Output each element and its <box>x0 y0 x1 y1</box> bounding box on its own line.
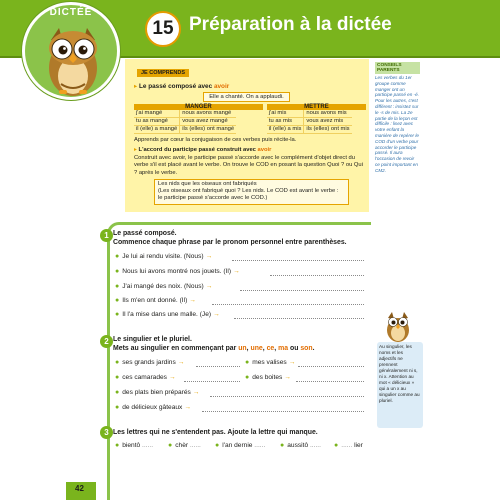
answer-line[interactable] <box>240 290 364 291</box>
bullet-icon: ● <box>334 442 339 449</box>
bullet-icon: ● <box>280 442 285 449</box>
example-cod-line: le participe passé s'accorde avec le COD.) <box>158 195 268 202</box>
bullet-icon: ● <box>115 374 120 381</box>
arrow-right-icon: → <box>213 311 220 318</box>
bullet-icon: ● <box>215 442 220 449</box>
list-item <box>115 404 191 411</box>
list-item <box>245 374 291 381</box>
conjugation-tables <box>134 104 366 134</box>
lesson-lead-text: Le passé composé avec <box>138 83 214 90</box>
accord-title <box>134 147 366 154</box>
owl-icon <box>383 310 413 342</box>
arrow-right-icon: ▸ <box>134 83 139 90</box>
conj-cell: vous avez mis <box>304 118 352 126</box>
conj-cell: nous avons mis <box>304 110 352 118</box>
example-box: Elle a chanté. On a applaudi. <box>203 92 290 102</box>
conj-cell: il (elle) a mangé <box>134 126 180 134</box>
blank-dots[interactable]: ...... <box>252 442 266 449</box>
arrow-right-icon: → <box>189 297 196 304</box>
bullet-icon: ● <box>115 389 120 396</box>
arrow-right-icon: ▸ <box>134 147 139 154</box>
exercise-1-instruction: Commence chaque phrase par le pronom personnel entre parenthèses. <box>113 239 347 246</box>
answer-line[interactable] <box>212 304 364 305</box>
bullet-icon: ● <box>168 442 173 449</box>
list-item <box>215 442 265 449</box>
exercise-3-item: l'an dernie <box>222 442 253 449</box>
conj-cell: tu as mis <box>267 118 304 126</box>
list-item <box>168 442 201 449</box>
learn-instruction: Apprends par cœur la conjugaison de ces verbes puis récite-la. <box>134 137 297 143</box>
side-note-text: Au singulier, les noms et les adjectifs ne prennent généralement ni s, ni x. Attention au mot « délicieux » qui a un x au singulier comme au pluriel. <box>379 344 420 403</box>
exercise-1-title <box>113 229 347 247</box>
answer-line[interactable] <box>298 366 364 367</box>
list-item <box>115 297 196 304</box>
blank-dots[interactable]: ...... <box>140 442 154 449</box>
lesson-lead <box>134 82 366 90</box>
bullet-icon: ● <box>115 442 120 449</box>
table-row <box>267 126 352 134</box>
je-comprends-label: JE COMPRENDS <box>137 69 189 77</box>
answer-line[interactable] <box>296 381 364 382</box>
exercise-1-item: Nous lui avons montré nos jouets. (Il) <box>122 268 232 275</box>
example-cod-line: Les nids que les oiseaux ont fabriqués <box>158 181 257 188</box>
page-number: 42 <box>75 484 84 493</box>
accord-text: Construit avec avoir, le participe passé s'accorde avec le complément d'objet direct du verbe s'il est placé avant le verbe. On trouve le COD en posant la question Quoi ? ou Qui ? après le verbe. <box>134 154 363 176</box>
keyword-ce: ce <box>266 345 275 352</box>
lesson-lead-key: avoir <box>213 83 230 90</box>
arrow-right-icon: → <box>205 283 213 290</box>
conj-cell: j'ai mis <box>267 110 304 118</box>
exercise-1-item: J'ai mangé des noix. (Nous) <box>122 283 204 290</box>
list-item <box>334 442 363 449</box>
conjugation-mettre <box>267 104 366 134</box>
arrow-right-icon: → <box>205 253 213 260</box>
arrow-right-icon: → <box>184 404 191 411</box>
conseils-parents-title: CONSEILS PARENTS <box>375 62 420 74</box>
conj-cell: vous avez mangé <box>180 118 236 126</box>
exercise-2-item: ses grands jardins <box>122 359 176 366</box>
exercise-3-item: bientô <box>122 442 141 449</box>
conj-cell: ils (elles) ont mangé <box>180 126 236 134</box>
answer-line[interactable] <box>270 275 364 276</box>
answer-line[interactable] <box>234 318 364 319</box>
example-cod-line: (Les oiseaux ont fabriqué quoi ? Les nids. Le COD est avant le verbe : <box>158 188 339 195</box>
exercise-number-1: 1 <box>100 229 113 242</box>
exercise-2-instruction-text: Mets au singulier en commençant par <box>113 345 239 352</box>
answer-line[interactable] <box>196 366 240 367</box>
conjugation-manger <box>134 104 263 134</box>
page-title: Préparation à la dictée <box>189 14 392 35</box>
conjugation-table-mettre <box>267 110 352 134</box>
exercise-3-title: Les lettres qui ne s'entendent pas. Ajoute la lettre qui manque. <box>113 429 318 436</box>
list-item <box>245 359 295 366</box>
bullet-icon: ● <box>115 297 120 304</box>
table-row <box>267 118 352 126</box>
keyword-une: une <box>250 345 263 352</box>
bullet-icon: ● <box>115 311 120 318</box>
exercise-2-instruction: Mets au singulier en commençant par un, une, ce, ma ou son. <box>113 345 315 352</box>
answer-line[interactable] <box>184 381 240 382</box>
list-item <box>115 253 212 260</box>
arrow-right-icon: → <box>288 359 296 366</box>
exercise-3-item: lier <box>354 442 363 449</box>
conj-cell: tu as mangé <box>134 118 180 126</box>
bullet-icon: ● <box>115 253 120 260</box>
exercise-2-item: mes valises <box>252 359 287 366</box>
example-box-cod <box>154 179 349 205</box>
exercise-3-item: aussitô <box>287 442 309 449</box>
bullet-icon: ● <box>115 268 120 275</box>
list-item <box>280 442 321 449</box>
keyword-un: un <box>238 345 247 352</box>
conjugation-table-manger <box>134 110 236 134</box>
arrow-right-icon: → <box>192 389 200 396</box>
keyword-son: son <box>300 345 313 352</box>
arrow-right-icon: → <box>233 268 240 275</box>
accord-title-key: avoir <box>257 147 272 154</box>
side-note <box>377 342 423 428</box>
exercise-2-item: des plats bien préparés <box>122 389 191 396</box>
exercise-3-item: chèr <box>175 442 189 449</box>
conj-cell: il (elle) a mis <box>267 126 304 134</box>
exercise-2-item: ces camarades <box>122 374 167 381</box>
bullet-icon: ● <box>115 404 120 411</box>
bullet-icon: ● <box>245 374 250 381</box>
conj-cell: j'ai mangé <box>134 110 180 118</box>
bullet-icon: ● <box>115 359 120 366</box>
list-item <box>115 311 220 318</box>
table-row <box>134 126 236 134</box>
list-item <box>115 268 240 275</box>
table-row <box>134 110 236 118</box>
lesson-number: 15 <box>145 11 181 47</box>
bullet-icon: ● <box>115 283 120 290</box>
answer-line[interactable] <box>232 260 364 261</box>
conj-cell: nous avons mangé <box>180 110 236 118</box>
conjugation-head-mettre: METTRE <box>267 104 366 110</box>
exercise-1-item: Il l'a mise dans une malle. (Je) <box>122 311 212 318</box>
conseils-parents-text: Les verbes du 1er groupe comme manger ont un participe passé en -é. Pour les autres, c'est différent : insistez sur le -s de mis. La 2e partie de la leçon est difficile : lisez avec votre enfant la manière de repérer le COD d'un verbe pour accorder le participe passé. Il aura l'occasion de revoir ce point important en CM2. <box>375 75 419 173</box>
blank-dots[interactable]: ...... <box>188 442 201 449</box>
answer-line[interactable] <box>202 411 364 412</box>
exercise-2-item: de délicieux gâteaux <box>122 404 183 411</box>
arrow-right-icon: → <box>168 374 176 381</box>
exercise-1-item: Ils m'en ont donné. (Il) <box>122 297 188 304</box>
table-row <box>134 118 236 126</box>
owl-mascot-icon <box>37 22 109 98</box>
exercise-2-title <box>113 335 315 353</box>
exercise-number-3: 3 <box>100 426 113 439</box>
exercise-1-item: Je lui ai rendu visite. (Nous) <box>122 253 204 260</box>
arrow-right-icon: → <box>177 359 185 366</box>
keyword-ma: ma <box>278 345 289 352</box>
conseils-parents <box>375 62 420 174</box>
exercise-2-item: des boites <box>252 374 283 381</box>
exercise-2-title-line: Le singulier et le pluriel. <box>113 336 192 343</box>
list-item <box>115 359 184 366</box>
answer-line[interactable] <box>210 396 364 397</box>
accord-title-text: L'accord du participe passé construit avec <box>138 147 258 154</box>
arrow-right-icon: → <box>284 374 291 381</box>
exercise-number-2: 2 <box>100 335 113 348</box>
exercise-1-title-line: Le passé composé. <box>113 230 177 237</box>
bullet-icon: ● <box>245 359 250 366</box>
list-item <box>115 374 176 381</box>
list-item <box>115 442 153 449</box>
dictee-badge-label: DICTÉE <box>49 7 93 18</box>
list-item <box>115 283 212 290</box>
blank-dots[interactable]: ...... <box>308 442 321 449</box>
conjugation-head-manger: MANGER <box>134 104 263 110</box>
table-row <box>267 110 352 118</box>
conj-cell: ils (elles) ont mis <box>304 126 352 134</box>
list-item <box>115 389 199 396</box>
lesson-box <box>125 59 369 212</box>
blank-dots[interactable]: ...... <box>341 442 355 449</box>
